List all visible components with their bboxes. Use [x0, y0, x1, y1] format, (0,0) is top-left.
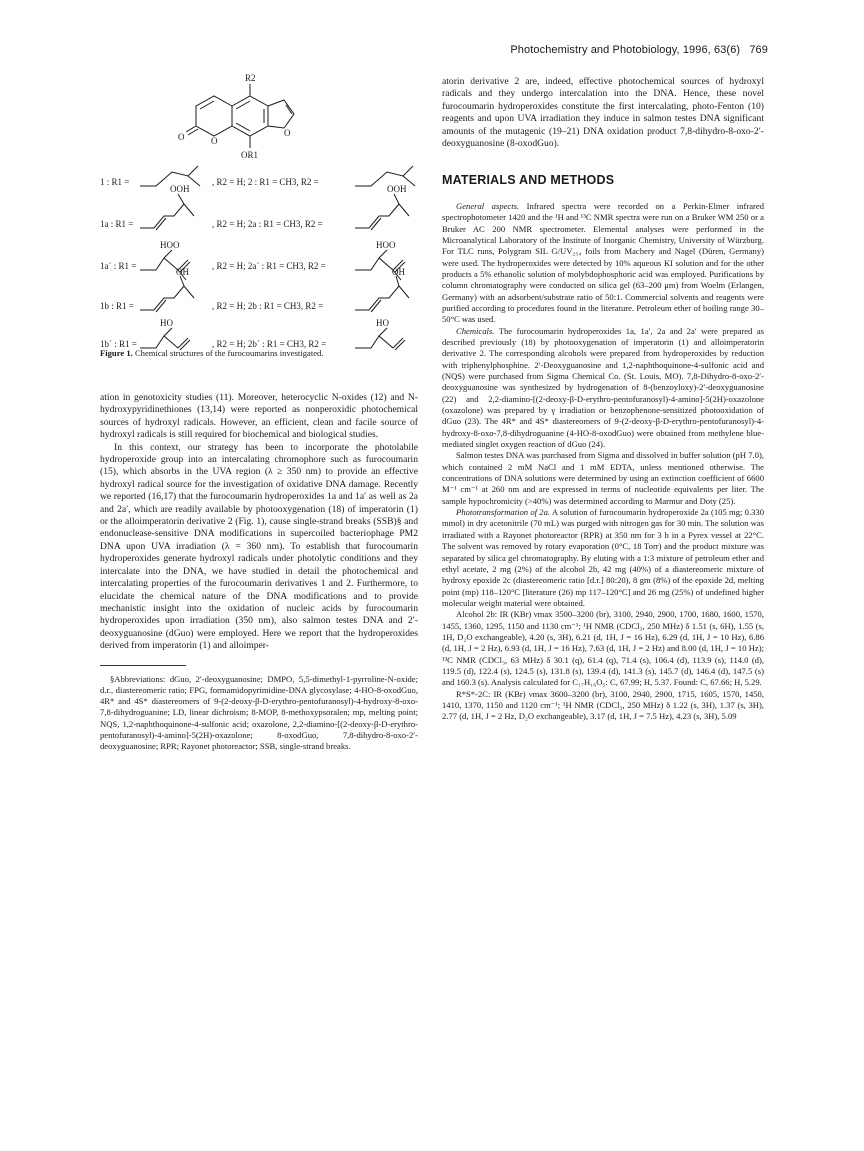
experimental-section	[442, 201, 764, 723]
left-column	[100, 392, 418, 753]
footnote-divider	[100, 665, 186, 666]
furan-ring	[268, 100, 294, 128]
figure-1	[100, 70, 420, 370]
furocoumarin-structures	[100, 70, 420, 350]
abbreviations-footnote	[100, 674, 418, 753]
row-5-left-substituent: HO	[160, 318, 173, 328]
row-4-left-label: 1b : R1 =	[100, 301, 134, 311]
chemicals-text: The furocoumarin hydroperoxides 1a, 1a′, 2a and 2a′ were prepared as described previously (18) by photooxygenation of imperatorin (1) and alloimperatorin derivative 2. The corresponding alcohols were prepared from hydroperoxides by reduction with triphenylphosphine. 2′-Deoxyguanosine and 1,2-naphthoquinone-4-sulfonic acid and (NQS) were purchased from Sigma Chemical Co. (St. Louis, MO). 7,8-Dihydro-8-oxo-2′-deoxyguanosine was synthesized by hydrogenation of 8-(benzoyloxy)-2′-deoxyguanosine (22) and 2,2-diamino-[(2-deoxy-β-D-erythro-pentofuranosyl)-4-amino]-5(2H)-oxazolone (oxazolone) was prepared by γ irradiation or benzophenone-sensitized photooxidation of dGuo (23). The 4R* and 4S* diastereomers of 9-(2-deoxy-β-D-erythro-pentofuranosyl)-4-hydroxy-8-oxo-7,8-dihydroguanine (4-HO-8-oxodGuo) were obtained from methylene blue-mediated singlet oxygen reaction of dGuo (24).	[442, 325, 764, 450]
general-aspects-text: Infrared spectra were recorded on a Perkin-Elmer infrared spectrophotometer 1420 and the ¹H and ¹³C NMR spectra were run on a Bruker WM 250 or a Bruker AC 200 NMR spectrometer. Elemental analyses were performed in the Microanalytical Laboratory of the Institute of Inorganic Chemistry, University of Würzburg. For TLC runs, Polygram SIL G/UV₂₅₄ foils from Machery and Nagel (Düren, Germany) were used. The hydroperoxides were detected by 10% aqueous KI solution and for the other products a 5% ethanolic solution of molybdophosphoric acid was employed. Purifications by column chromatography were conducted on silica gel (63–200 μm) from Woelm (Erlangen, Germany) with an adsorbent/substrate ratio of 50:1. Commercial solvents and reagents were purified according to procedures found in the literature. Petroleum ether of boiling range 30–50°C was used.	[442, 200, 764, 325]
caption-label: Figure 1.	[100, 348, 133, 358]
row-3-right-substituent: HOO	[376, 240, 396, 250]
chemicals-heading: Chemicals.	[456, 325, 495, 336]
right-column	[442, 76, 764, 723]
central-benzene-ring	[232, 96, 268, 136]
rs-2c-paragraph: R*S*-2C: IR (KBr) νmax 3600–3200 (br), 3100, 2940, 2900, 1715, 1605, 1570, 1450, 1410, 1370, 1150 and 1120 cm⁻¹; ¹H NMR (CDCl₃, 250 MHz) δ 1.22 (s, 3H), 1.37 (s, 3H), 2.77 (d, 1H, J = 2 Hz, D₂O exchangeable), 3.17 (d, 1H, J = 7.5 Hz), 4.23 (s, 3H), 5.09	[442, 688, 764, 722]
row-3-right-label: , R2 = H; 2a´ : R1 = CH3, R2 =	[212, 261, 326, 271]
label-o-ring-pyranone: O	[211, 136, 218, 146]
figure-caption	[100, 348, 420, 359]
row-5-right-label: , R2 = H; 2b´ : R1 = CH3, R2 =	[212, 339, 327, 349]
row-4-right-label: , R2 = H; 2b : R1 = CH3, R2 =	[212, 301, 324, 311]
phototransformation-text: A solution of furocoumarin hydroperoxide 2a (105 mg; 0.330 mmol) in dry acetonitrile (70 mL) was purged with nitrogen gas for 30 min. The solution was irradiated with a Rayonet photoreactor (RPR) at 350 nm for 3 h in a Pyrex vessel at 22°C. The solvent was removed by rotary evaporation (0°C, 18 Torr) and the product mixture was separated by silica gel chromatography. By eluting with a 1:3 mixture of petroleum ether and ethyl acetate, 2 mg (2%) of the alcohol 2b, 42 mg (40%) of a diastereomeric mixture of hydroxy epoxide 2c (diastereomeric ratio [d.r.] 80:20), 8 gm (8%) of the epoxide 2d, melting point (mp) 118–120°C [literature (26) mp 117–120°C] and 26 mg (25%) of undefined higher molecular weight material were obtained.	[442, 507, 764, 608]
pyranone-ring	[196, 96, 232, 136]
row-3-left-substituent: HOO	[160, 240, 180, 250]
row-2-left-label: 1a : R1 =	[100, 219, 134, 229]
row-4-right-substituent: OH	[392, 267, 405, 277]
general-aspects-heading: General aspects.	[456, 200, 520, 211]
caption-text: Chemical structures of the furocoumarins investigated.	[134, 348, 324, 358]
label-r2: R2	[245, 73, 256, 83]
row-3-left-label: 1a´ : R1 =	[100, 261, 137, 271]
row-1-right-label: , R2 = H; 2 : R1 = CH3, R2 =	[212, 177, 319, 187]
section-heading-materials-methods: MATERIALS AND METHODS	[442, 173, 615, 188]
label-o-ring-furan: O	[284, 128, 291, 138]
row-5-left-label: 1b´ : R1 =	[100, 339, 137, 349]
left-paragraph-2: In this context, our strategy has been to incorporate the photolabile hydroperoxide group into an intercalating chromophore such as furocoumarin (15), which absorbs in the UVA region (λ ≥ 350 nm) to provide an effective hydroxyl radical source for the investigation of oxidative DNA damage. Recently we reported (16,17) that the furocoumarin hydroperoxides 1a and 1a′ as well as 2a and 2a′, which are readily available by photooxygenation (18) of imperatorin (1) or the alloimperatorin derivative 2 (Fig. 1), cause single-strand breaks (SSB)§ and endonuclease-sensitive DNA modifications in supercoiled bacteriophage PM2 DNA upon UVA irradiation (λ = 360 nm). To establish that furocoumarin hydroperoxides generate hydroxyl radicals under photolytic conditions and they intercalate into the DNA, we have studied in detail the photochemical and intercalating properties of the furocoumarin derivatives 1 and 2. Furthermore, to elucidate the chemical nature of the DNA modifications and to provide mechanistic insight into the oxidation of nucleic acids by furocoumarin hydroperoxides upon irradiation (350 nm), also salmon testes DNA and 2′-deoxyguanosine (dGuo) were employed. Here we report that the hydroperoxides derived from imperatorin (1) and alloimper-	[100, 441, 418, 652]
label-or1: OR1	[241, 150, 259, 160]
footnote-text: §Abbreviations: dGuo, 2′-deoxyguanosine; DMPO, 5,5-dimethyl-1-pyrroline-N-oxide; d.r., diastereomeric ratio; FPG, formamidopyrimidine-DNA glycosylase; 4-HO-8-oxodGuo, 4R* and 4S* diastereomers of 9-(2-deoxy-β-D-erythro-pentofuranosyl)-4-hydroxy-8-oxo-7,8-dihydroguanine; LD, linear dichroism; 8-MOP, 8-methoxypsoralen; mp, melting point; NQS, 1,2-naphthoquinone-4-sulfonic acid; oxazolone, 2,2-diamino-[(2-deoxy-β-D-erythro-pentofuranosyl)-4-amino]-5(2H)-oxazolone; 8-oxodGuo, 7,8-dihydro-8-oxo-2′-deoxyguanosine; RPR; Rayonet photoreactor; SSB, single-strand breaks.	[100, 673, 418, 752]
phototransformation-heading: Phototransformation of 2a.	[456, 507, 551, 518]
right-intro-paragraph: atorin derivative 2 are, indeed, effective photochemical sources of hydroxyl radicals and they undergo intercalation into the DNA. Hence, these novel furocoumarin hydroperoxides constitute the first intercalating, photo-Fenton (10) reagents and upon UVA irradiation they induce in salmon testes DNA significant amounts of the mutagenic (19–21) DNA oxidation product 7,8-dihydro-8-oxo-2′-deoxyguanosine (8-oxodGuo).	[442, 76, 764, 150]
row-4-left-substituent: OH	[176, 267, 189, 277]
running-header	[510, 44, 768, 56]
left-paragraph-1: ation in genotoxicity studies (11). Moreover, heterocyclic N-oxides (12) and N-hydroxypyridinethiones (13,14) were reported as nonperoxidic photochemical sources of hydroxyl radicals. However, an efficient, clean and facile source of hydroxyl radicals is still required for biochemical and biological studies.	[100, 392, 418, 441]
row-2-right-label: , R2 = H; 2a : R1 = CH3, R2 =	[212, 219, 323, 229]
chemicals-paragraph	[442, 326, 764, 451]
page-number: 769	[749, 44, 768, 56]
row-2-right-substituent: OOH	[387, 184, 407, 194]
general-aspects-paragraph	[442, 201, 764, 326]
running-title: Photochemistry and Photobiology, 1996, 63(6)	[510, 44, 741, 56]
salmon-dna-paragraph: Salmon testes DNA was purchased from Sigma and dissolved in buffer solution (pH 7.0), which contained 2 mM NaCl and 1 mM EDTA, unless mentioned otherwise. The concentrations of DNA solutions were determined by using an extinction coefficient of 6600 M⁻¹ cm⁻¹ at 260 nm and are expressed in terms of nucleotide equivalents per liter. The sample hypochromicity (>40%) was determined according to Marmur and Doty (25).	[442, 450, 764, 506]
alcohol-2b-paragraph: Alcohol 2b: IR (KBr) νmax 3500–3200 (br), 3100, 2940, 2900, 1700, 1680, 1600, 1570, 1455, 1360, 1295, 1150 and 1130 cm⁻¹; ¹H NMR (CDCl₃, 250 MHz) δ 1.51 (s, 6H), 1.55 (s, 1H, D₂O exchangeable), 4.20 (s, 3H), 6.21 (d, 1H, J = 16 Hz), 6.29 (d, 1H, J = 10 Hz), 6.86 (d, 1H, J = 2 Hz), 6.93 (d, 1H, J = 16 Hz), 7.63 (d, 1H, J = 2 Hz) and 8.00 (d, 1H, J = 10 Hz); ¹³C NMR (CDCl₃, 63 MHz) δ 30.1 (q), 61.4 (q), 71.4 (s), 106.4 (d), 113.9 (s), 114.0 (d), 119.5 (d), 122.4 (s), 124.5 (s), 131.8 (s), 139.4 (d), 141.3 (s), 145.7 (d), 146.4 (d), 147.5 (s) and 160.3 (s). Analysis calculated for C₁₇H₁₆O₅: C, 67.99; H, 5.37. Found: C, 67.66; H, 5.29.	[442, 609, 764, 688]
row-2-left-substituent: OOH	[170, 184, 190, 194]
phototransformation-paragraph	[442, 507, 764, 609]
label-o-carbonyl: O	[178, 132, 185, 142]
row-5-right-substituent: HO	[376, 318, 389, 328]
row-1-left-label: 1 : R1 =	[100, 177, 130, 187]
